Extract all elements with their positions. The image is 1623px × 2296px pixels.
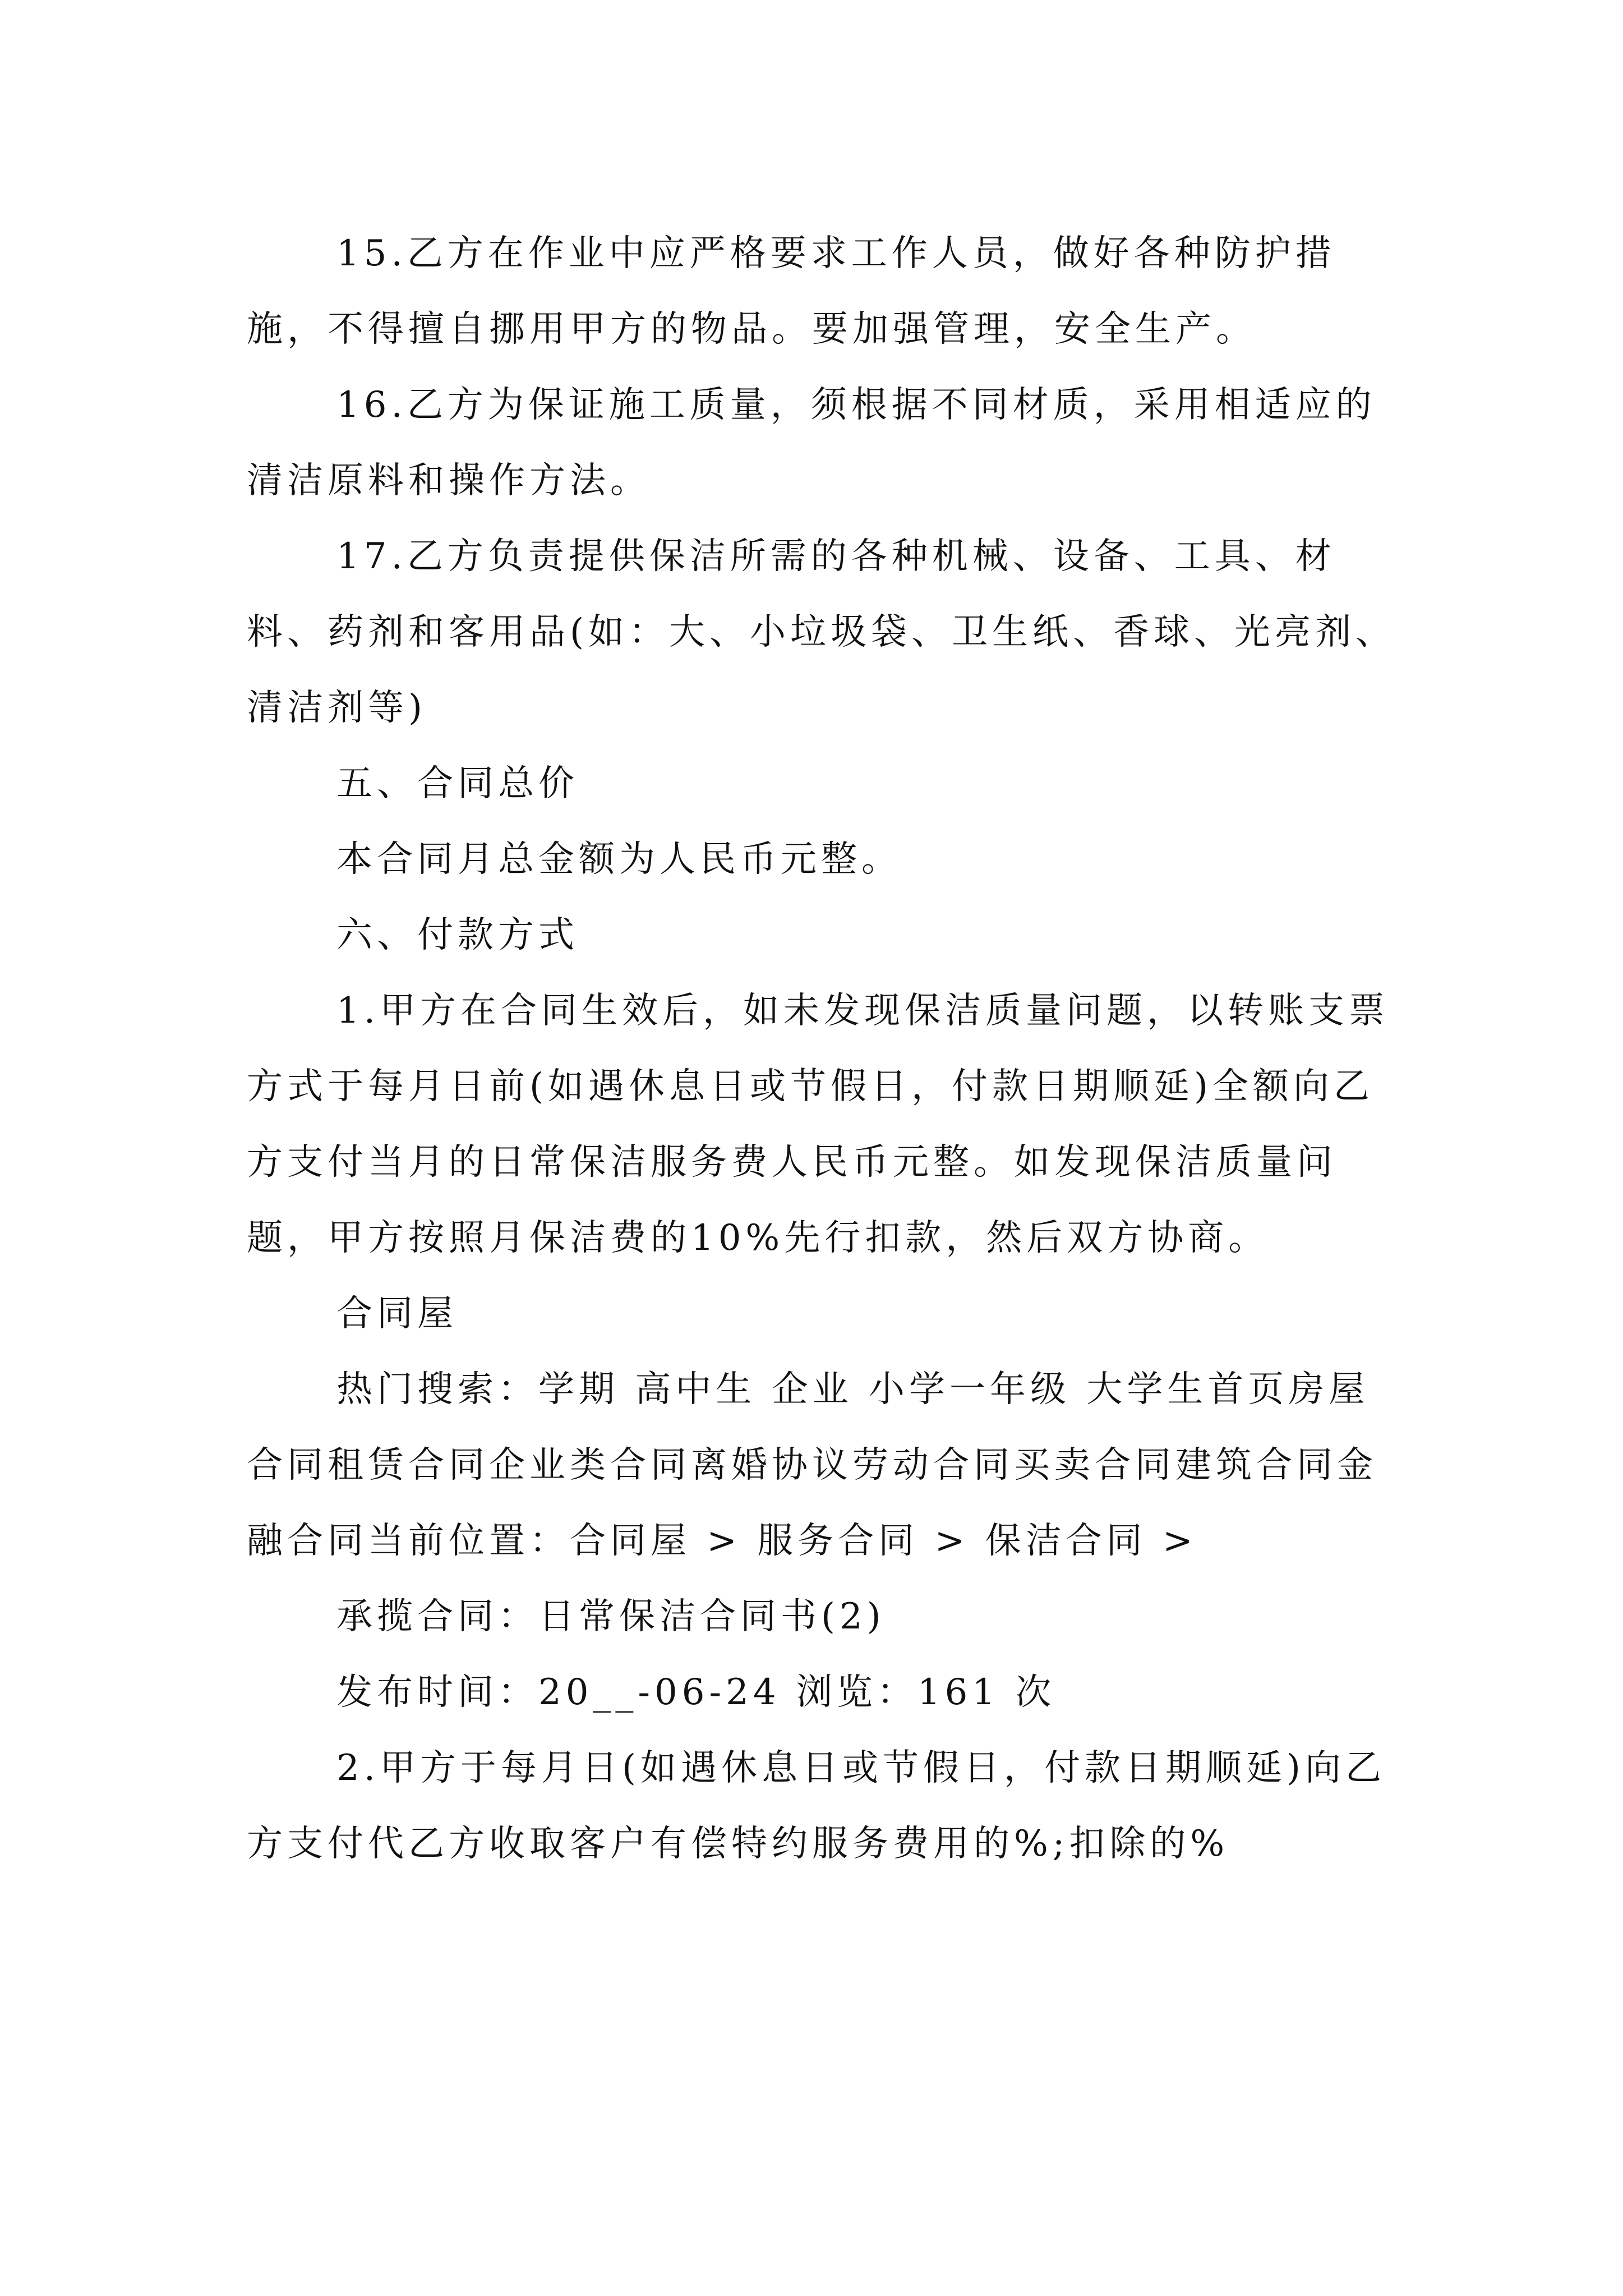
article-title: 承揽合同：日常保洁合同书(2) <box>336 1596 886 1637</box>
payment-clause-1: 1.甲方在合同生效后，如未发现保洁质量问题，以转账支票方式于每月日前(如遇休息日或节假日，付款日期顺延)全额向乙方支付当月的日常保洁服务费人民币元整。如发现保洁质量问题，甲方按照月保洁费的10%先行扣款，然后双方协商。 <box>247 990 1390 1259</box>
document-body <box>247 216 1396 1882</box>
hot-search-and-breadcrumb: 热门搜索：学期 高中生 企业 小学一年级 大学生首页房屋合同租赁合同企业类合同离婚协议劳动合同买卖合同建筑合同金融合同当前位置：合同屋 > 服务合同 > 保洁合同 > <box>247 1369 1377 1562</box>
clause-16: 16.乙方为保证施工质量，须根据不同材质，采用相适应的清洁原料和操作方法。 <box>247 384 1376 501</box>
clause-17: 17.乙方负责提供保洁所需的各种机械、设备、工具、材料、药剂和客用品(如：大、小垃圾袋、卫生纸、香球、光亮剂、清洁剂等) <box>247 536 1396 729</box>
section-heading-payment: 六、付款方式 <box>336 914 579 956</box>
publish-info: 发布时间：20__-06-24 浏览：161 次 <box>336 1672 1056 1713</box>
section-heading-total-price: 五、合同总价 <box>336 763 579 804</box>
clause-15: 15.乙方在作业中应严格要求工作人员，做好各种防护措施，不得擅自挪用甲方的物品。要加强管理，安全生产。 <box>247 233 1336 350</box>
payment-clause-2: 2.甲方于每月日(如遇休息日或节假日，付款日期顺延)向乙方支付代乙方收取客户有偿特约服务费用的%;扣除的% <box>247 1747 1386 1865</box>
site-name: 合同屋 <box>336 1293 458 1335</box>
total-price-text: 本合同月总金额为人民币元整。 <box>336 839 902 880</box>
